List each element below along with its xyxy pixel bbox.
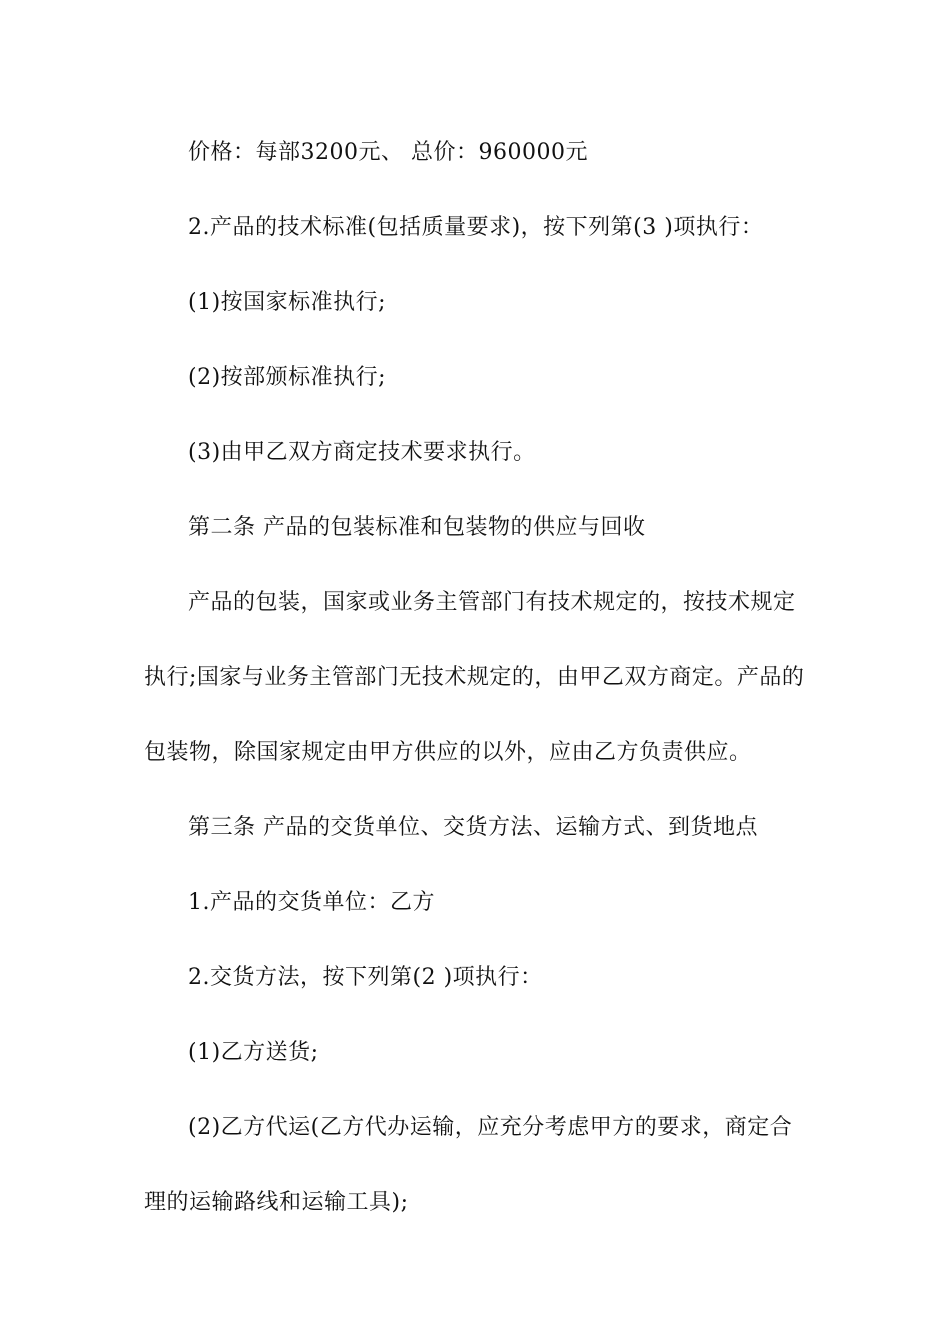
option-mutual-agreement: (3)由甲乙双方商定技术要求执行。	[188, 440, 536, 465]
option-seller-shipping-line-1: (2)乙方代运(乙方代办运输，应充分考虑甲方的要求，商定合	[188, 1115, 793, 1140]
option-national-standard: (1)按国家标准执行;	[188, 290, 387, 315]
packaging-paragraph-line-3: 包装物，除国家规定由甲方供应的以外，应由乙方负责供应。	[144, 740, 752, 765]
option-ministry-standard: (2)按部颁标准执行;	[188, 365, 387, 390]
article-two-heading: 第二条 产品的包装标准和包装物的供应与回收	[188, 515, 646, 540]
option-seller-delivery: (1)乙方送货;	[188, 1040, 319, 1065]
price-line: 价格：每部3200元、 总价：960000元	[188, 140, 588, 165]
option-seller-shipping-line-2: 理的运输路线和运输工具);	[144, 1190, 409, 1215]
packaging-paragraph-line-2: 执行;国家与业务主管部门无技术规定的，由甲乙双方商定。产品的	[144, 665, 805, 690]
article-three-heading: 第三条 产品的交货单位、交货方法、运输方式、到货地点	[188, 815, 758, 840]
packaging-paragraph-line-1: 产品的包装，国家或业务主管部门有技术规定的，按技术规定	[188, 590, 796, 615]
delivery-method-clause: 2.交货方法，按下列第(2 )项执行：	[188, 965, 543, 990]
tech-standard-clause: 2.产品的技术标准(包括质量要求)，按下列第(3 )项执行：	[188, 215, 764, 240]
delivery-unit-line: 1.产品的交货单位：乙方	[188, 890, 435, 915]
